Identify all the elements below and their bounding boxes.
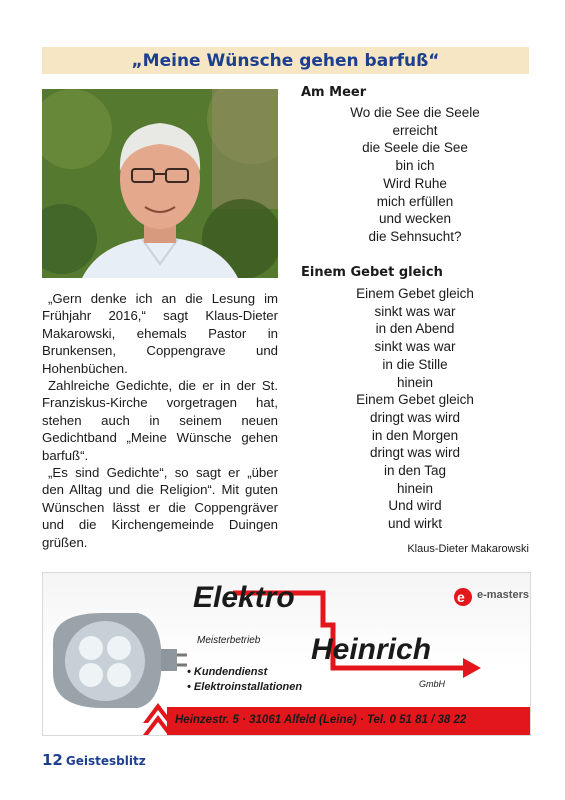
page-footer (42, 750, 146, 769)
service-list (187, 665, 302, 695)
poem-line: sinkt was war (374, 339, 456, 355)
service-item: • Kundendienst (187, 666, 268, 678)
poem-line: mich erfüllen (376, 193, 454, 209)
contact-info: Heinzestr. 5 · 31061 Alfeld (Leine) · Tel. 0 51 81 / 38 22 (175, 714, 467, 726)
poem-line: in den Morgen (371, 427, 459, 443)
author-name: Klaus-Dieter Makarowski (407, 543, 529, 555)
poem-line: in die Stille (382, 356, 448, 372)
page-number: 12 (42, 751, 63, 769)
service-item: • Elektroinstallationen (187, 681, 303, 693)
poem-line: die Sehnsucht? (368, 228, 462, 244)
poem1-body (302, 104, 528, 246)
poem-line: dringt was wird (369, 445, 461, 461)
poem-line: Einem Gebet gleich (356, 286, 474, 301)
poem2-body (302, 285, 528, 533)
article-paragraph: Zahlreiche Gedichte, die er in der St. Franziskus-Kirche vorgetragen hat, stehen auch in seinem neuen Gedichtband „Meine Wünsche gehen barfuß“. (42, 378, 278, 463)
poem-line: und wecken (378, 211, 452, 227)
poem1-heading: Am Meer (301, 85, 367, 100)
poem-line: in den Abend (375, 321, 455, 337)
poem-line: dringt was wird (369, 409, 461, 425)
brand-name-elektro: Elektro (193, 581, 295, 614)
led-bulb-icon (53, 613, 187, 708)
poem-line: hinein (396, 374, 434, 390)
poem-line: die Seele die See (362, 140, 468, 156)
poem-line: erreicht (392, 122, 438, 138)
poem-line: Wo die See die Seele (350, 105, 480, 120)
poem-line: hinein (396, 480, 434, 496)
advertisement (42, 572, 531, 736)
partner-logo: e-masters (477, 589, 529, 601)
meisterbetrieb-label: Meisterbetrieb (197, 635, 261, 646)
portrait-photo (42, 89, 278, 278)
poem-line: und wirkt (387, 516, 443, 532)
page-title: „Meine Wünsche gehen barfuß“ (42, 47, 529, 74)
gmbh-label: GmbH (419, 679, 446, 689)
article-text (42, 290, 278, 551)
poem-line: bin ich (395, 158, 435, 174)
article-paragraph: „Es sind Gedichte“, so sagt er „über den Alltag und die Religion“. Mit guten Wünschen lässt er die Coppengräver und die Kirchengemeinde Duingen grüßen. (42, 465, 278, 550)
poem-line: Einem Gebet gleich (356, 392, 474, 408)
magazine-name: Geistesblitz (65, 754, 146, 768)
poem2-heading: Einem Gebet gleich (301, 265, 443, 280)
poem-line: Und wird (388, 498, 442, 514)
svg-text:e: e (457, 589, 465, 605)
poem-line: sinkt was war (374, 303, 456, 319)
poem-line: Wird Ruhe (383, 175, 447, 191)
article-paragraph: „Gern denke ich an die Lesung im Frühjahr 2016,“ sagt Klaus-Dieter Makarowski, ehemals Pastor in Brunkensen, Coppengrave und Hohenbüchen. (42, 291, 278, 376)
poem-line: in den Tag (383, 463, 447, 479)
brand-name-heinrich: Heinrich (311, 633, 432, 666)
